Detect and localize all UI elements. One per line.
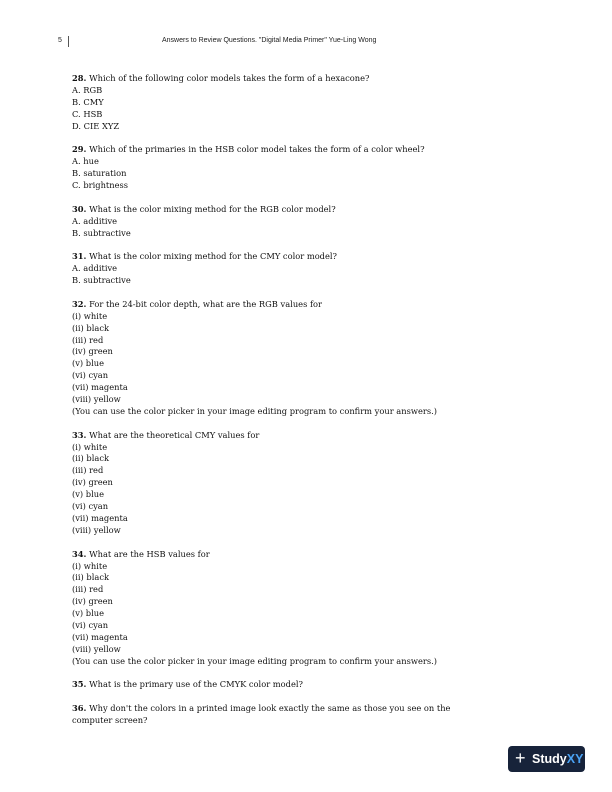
answer-option: (iv) green: [72, 346, 113, 357]
question-prompt: Which of the primaries in the HSB color model takes the form of a color wheel?: [86, 144, 425, 155]
page-number: 5: [58, 37, 62, 44]
question-number: 32.: [72, 298, 87, 309]
answer-option: B. CMY: [72, 96, 104, 107]
answer-option: (ii) black: [72, 572, 110, 583]
answer-option: (ii) black: [72, 453, 110, 464]
answer-option: B. subtractive: [72, 227, 131, 238]
question-prompt: What are the HSB values for: [86, 548, 210, 559]
question-text: [72, 430, 532, 442]
question-block: [72, 703, 532, 727]
answer-option: (v) blue: [72, 608, 105, 619]
answer-option: (You can use the color picker in your image editing program to confirm your answers.): [72, 655, 437, 666]
question-prompt: What is the color mixing method for the CMY color model?: [86, 251, 338, 262]
studyxy-badge[interactable]: [508, 746, 585, 772]
question-prompt: What is the primary use of the CMYK color model?: [86, 679, 303, 690]
question-text: [72, 73, 532, 85]
question-prompt: What is the color mixing method for the RGB color model?: [86, 203, 336, 214]
question-text: [72, 144, 532, 156]
answer-option: A. RGB: [72, 84, 103, 95]
answer-option: (viii) yellow: [72, 643, 121, 654]
answer-option: C. HSB: [72, 108, 103, 119]
question-block: [72, 73, 532, 133]
answer-option: B. subtractive: [72, 275, 131, 286]
answer-option: (viii) yellow: [72, 394, 121, 405]
question-number: 31.: [72, 251, 87, 262]
question-prompt: What are the theoretical CMY values for: [86, 429, 260, 440]
answer-option: C. brightness: [72, 180, 129, 191]
answer-option: (You can use the color picker in your image editing program to confirm your answers.): [72, 405, 437, 416]
question-prompt: For the 24-bit color depth, what are the RGB values for: [86, 298, 323, 309]
header-title: Answers to Review Questions. "Digital Media Primer" Yue-Ling Wong: [162, 37, 377, 44]
question-text: [72, 703, 462, 727]
question-block: [72, 204, 532, 240]
page-header: [58, 36, 578, 50]
question-number: 35.: [72, 679, 87, 690]
answer-option: (iv) green: [72, 596, 113, 607]
answer-option: (vi) cyan: [72, 370, 109, 381]
answer-option: A. additive: [72, 263, 118, 274]
header-divider: [68, 36, 69, 47]
answer-option: (ii) black: [72, 322, 110, 333]
answer-option: (vii) magenta: [72, 512, 128, 523]
question-prompt: Which of the following color models takes the form of a hexacone?: [86, 73, 370, 83]
question-number: 30.: [72, 203, 87, 214]
question-block: [72, 549, 532, 668]
answer-option: (iv) green: [72, 477, 113, 488]
question-number: 29.: [72, 144, 87, 155]
question-number: 36.: [72, 703, 87, 714]
plus-icon: +: [515, 748, 526, 768]
question-number: 28.: [72, 73, 87, 83]
answer-option: (vii) magenta: [72, 382, 128, 393]
question-number: 33.: [72, 429, 87, 440]
question-block: [72, 679, 532, 691]
badge-brand-main: Study: [532, 752, 567, 766]
answer-option: (viii) yellow: [72, 524, 121, 535]
answer-option: (i) white: [72, 310, 108, 321]
answer-option: (i) white: [72, 441, 108, 452]
answer-option: D. CIE XYZ: [72, 120, 120, 131]
answer-option: A. additive: [72, 215, 118, 226]
question-text: [72, 251, 532, 263]
answer-option: (vi) cyan: [72, 501, 109, 512]
badge-brand-accent: XY: [566, 752, 584, 766]
question-text: [72, 679, 532, 691]
answer-option: B. saturation: [72, 168, 127, 179]
question-block: [72, 299, 532, 418]
badge-brand: [532, 752, 583, 766]
question-number: 34.: [72, 548, 87, 559]
answer-option: (v) blue: [72, 358, 105, 369]
answer-option: (iii) red: [72, 584, 104, 595]
questions-list: [72, 73, 532, 739]
answer-option: (iii) red: [72, 334, 104, 345]
question-text: [72, 204, 532, 216]
question-block: [72, 251, 532, 287]
answer-option: (iii) red: [72, 465, 104, 476]
answer-option: A. hue: [72, 156, 99, 167]
question-block: [72, 144, 532, 192]
question-text: [72, 299, 532, 311]
answer-option: (v) blue: [72, 489, 105, 500]
answer-option: (i) white: [72, 560, 108, 571]
answer-option: (vii) magenta: [72, 631, 128, 642]
question-block: [72, 430, 532, 537]
answer-option: (vi) cyan: [72, 620, 109, 631]
question-text: [72, 549, 532, 561]
question-prompt: Why don't the colors in a printed image look exactly the same as those you see on the computer screen?: [72, 703, 451, 726]
